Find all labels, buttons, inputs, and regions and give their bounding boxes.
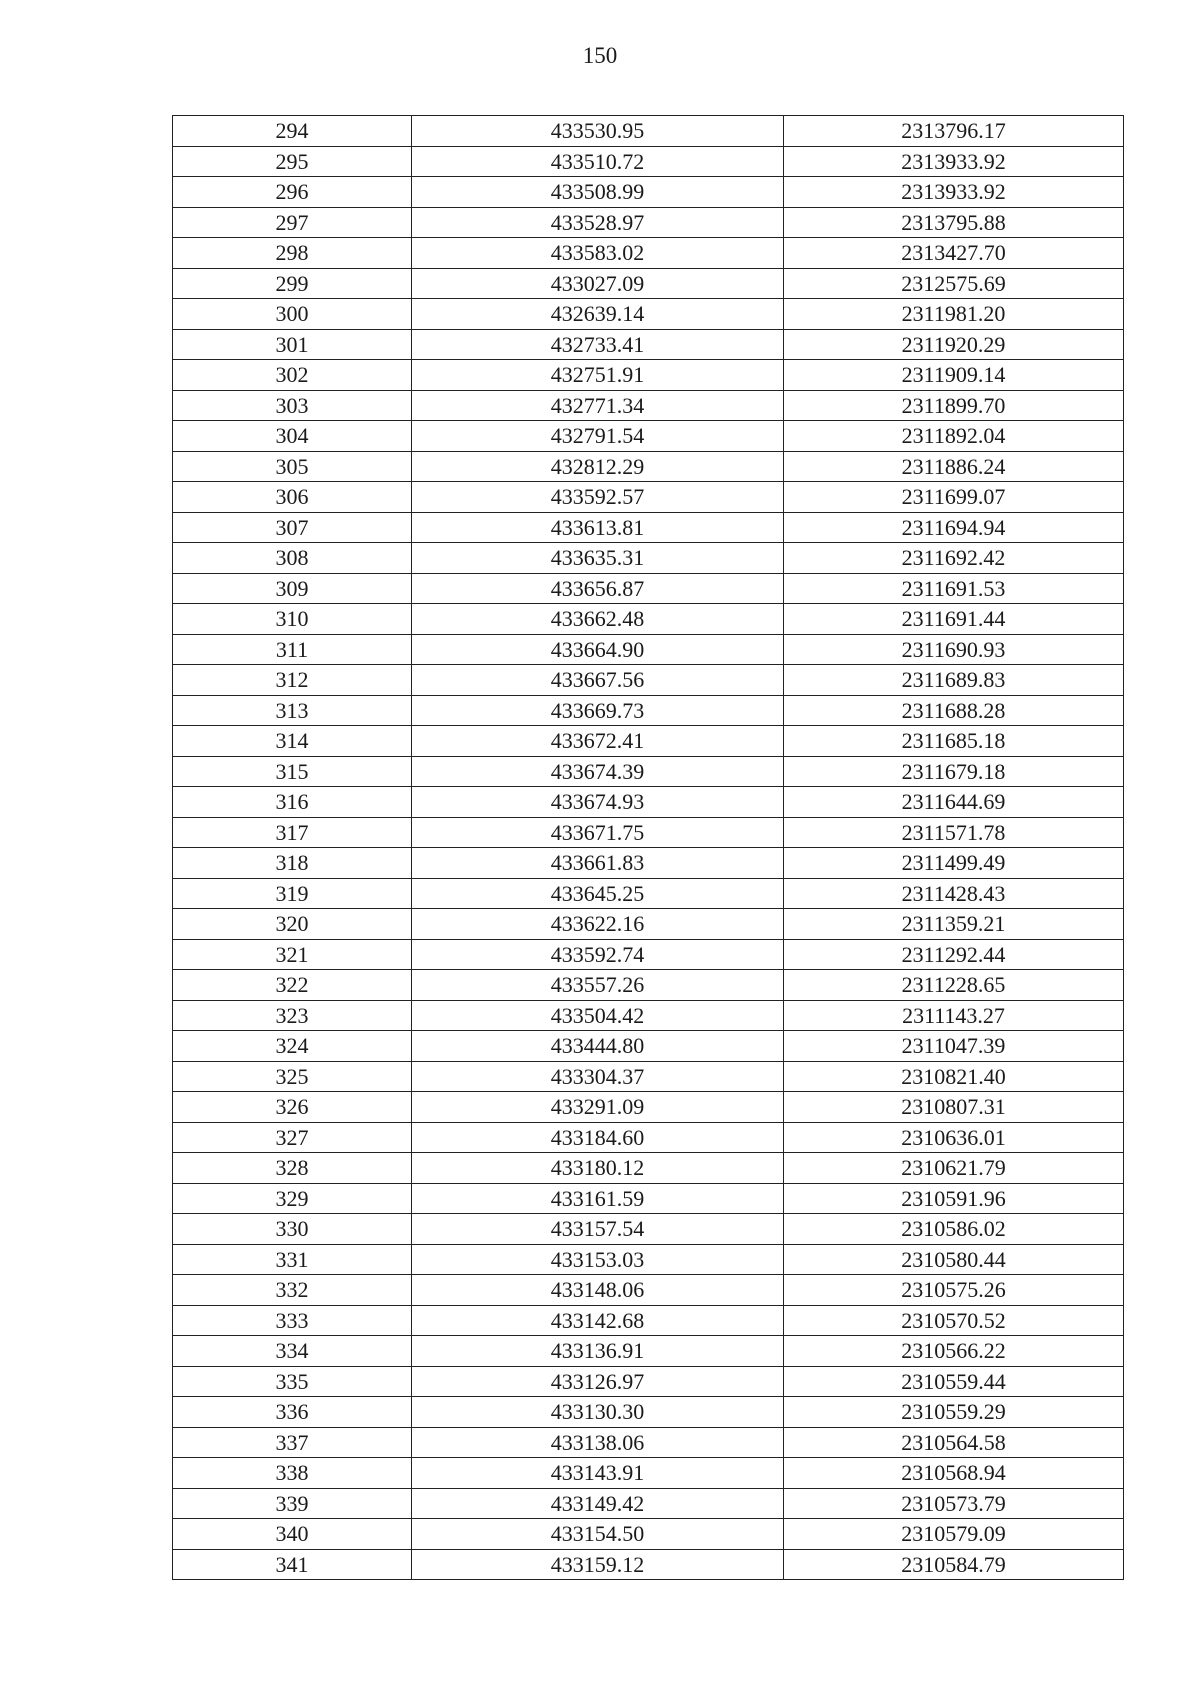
- point-number-cell: 322: [173, 970, 412, 1001]
- y-coordinate-cell: 2311920.29: [784, 329, 1124, 360]
- point-number-cell: 329: [173, 1183, 412, 1214]
- point-number-cell: 314: [173, 726, 412, 757]
- y-coordinate-cell: 2311571.78: [784, 817, 1124, 848]
- y-coordinate-cell: 2311892.04: [784, 421, 1124, 452]
- y-coordinate-cell: 2311909.14: [784, 360, 1124, 391]
- table-row: [173, 878, 1124, 909]
- table-row: [173, 1366, 1124, 1397]
- table-row: [173, 1183, 1124, 1214]
- x-coordinate-cell: 433645.25: [412, 878, 784, 909]
- table-row: [173, 1214, 1124, 1245]
- x-coordinate-cell: 433530.95: [412, 116, 784, 147]
- x-coordinate-cell: 433184.60: [412, 1122, 784, 1153]
- table-row: [173, 939, 1124, 970]
- y-coordinate-cell: 2311228.65: [784, 970, 1124, 1001]
- y-coordinate-cell: 2310821.40: [784, 1061, 1124, 1092]
- x-coordinate-cell: 432771.34: [412, 390, 784, 421]
- table-row: [173, 756, 1124, 787]
- x-coordinate-cell: 433656.87: [412, 573, 784, 604]
- table-row: [173, 787, 1124, 818]
- table-row: [173, 1000, 1124, 1031]
- point-number-cell: 297: [173, 207, 412, 238]
- x-coordinate-cell: 433508.99: [412, 177, 784, 208]
- x-coordinate-cell: 433583.02: [412, 238, 784, 269]
- table-row: [173, 1488, 1124, 1519]
- x-coordinate-cell: 433142.68: [412, 1305, 784, 1336]
- x-coordinate-cell: 433180.12: [412, 1153, 784, 1184]
- y-coordinate-cell: 2310580.44: [784, 1244, 1124, 1275]
- y-coordinate-cell: 2311047.39: [784, 1031, 1124, 1062]
- y-coordinate-cell: 2311499.49: [784, 848, 1124, 879]
- point-number-cell: 323: [173, 1000, 412, 1031]
- y-coordinate-cell: 2313795.88: [784, 207, 1124, 238]
- point-number-cell: 316: [173, 787, 412, 818]
- table-row: [173, 360, 1124, 391]
- x-coordinate-cell: 433664.90: [412, 634, 784, 665]
- table-row: [173, 909, 1124, 940]
- table-row: [173, 1275, 1124, 1306]
- table-row: [173, 1549, 1124, 1580]
- y-coordinate-cell: 2311694.94: [784, 512, 1124, 543]
- coordinates-table: [172, 115, 1124, 1580]
- point-number-cell: 318: [173, 848, 412, 879]
- point-number-cell: 336: [173, 1397, 412, 1428]
- x-coordinate-cell: 433592.74: [412, 939, 784, 970]
- table-row: [173, 1305, 1124, 1336]
- point-number-cell: 295: [173, 146, 412, 177]
- point-number-cell: 301: [173, 329, 412, 360]
- x-coordinate-cell: 433669.73: [412, 695, 784, 726]
- table-body: [173, 116, 1124, 1580]
- table-row: [173, 146, 1124, 177]
- point-number-cell: 321: [173, 939, 412, 970]
- table-row: [173, 268, 1124, 299]
- y-coordinate-cell: 2311692.42: [784, 543, 1124, 574]
- y-coordinate-cell: 2311428.43: [784, 878, 1124, 909]
- x-coordinate-cell: 433143.91: [412, 1458, 784, 1489]
- y-coordinate-cell: 2310591.96: [784, 1183, 1124, 1214]
- y-coordinate-cell: 2311688.28: [784, 695, 1124, 726]
- x-coordinate-cell: 433674.93: [412, 787, 784, 818]
- y-coordinate-cell: 2311292.44: [784, 939, 1124, 970]
- table-row: [173, 299, 1124, 330]
- table-row: [173, 970, 1124, 1001]
- point-number-cell: 326: [173, 1092, 412, 1123]
- point-number-cell: 305: [173, 451, 412, 482]
- y-coordinate-cell: 2310559.29: [784, 1397, 1124, 1428]
- y-coordinate-cell: 2311691.44: [784, 604, 1124, 635]
- y-coordinate-cell: 2310636.01: [784, 1122, 1124, 1153]
- table-row: [173, 634, 1124, 665]
- table-row: [173, 207, 1124, 238]
- x-coordinate-cell: 433444.80: [412, 1031, 784, 1062]
- point-number-cell: 303: [173, 390, 412, 421]
- point-number-cell: 341: [173, 1549, 412, 1580]
- x-coordinate-cell: 432733.41: [412, 329, 784, 360]
- point-number-cell: 309: [173, 573, 412, 604]
- y-coordinate-cell: 2311679.18: [784, 756, 1124, 787]
- table-row: [173, 1031, 1124, 1062]
- y-coordinate-cell: 2311143.27: [784, 1000, 1124, 1031]
- point-number-cell: 294: [173, 116, 412, 147]
- table-row: [173, 573, 1124, 604]
- y-coordinate-cell: 2310568.94: [784, 1458, 1124, 1489]
- x-coordinate-cell: 433153.03: [412, 1244, 784, 1275]
- point-number-cell: 299: [173, 268, 412, 299]
- point-number-cell: 330: [173, 1214, 412, 1245]
- point-number-cell: 298: [173, 238, 412, 269]
- y-coordinate-cell: 2311690.93: [784, 634, 1124, 665]
- page-number: 150: [582, 43, 618, 68]
- point-number-cell: 332: [173, 1275, 412, 1306]
- table-row: [173, 177, 1124, 208]
- x-coordinate-cell: 433304.37: [412, 1061, 784, 1092]
- point-number-cell: 307: [173, 512, 412, 543]
- point-number-cell: 310: [173, 604, 412, 635]
- table-row: [173, 116, 1124, 147]
- point-number-cell: 320: [173, 909, 412, 940]
- table-row: [173, 421, 1124, 452]
- point-number-cell: 312: [173, 665, 412, 696]
- x-coordinate-cell: 433662.48: [412, 604, 784, 635]
- y-coordinate-cell: 2310559.44: [784, 1366, 1124, 1397]
- point-number-cell: 302: [173, 360, 412, 391]
- y-coordinate-cell: 2310575.26: [784, 1275, 1124, 1306]
- y-coordinate-cell: 2310621.79: [784, 1153, 1124, 1184]
- table-row: [173, 1458, 1124, 1489]
- x-coordinate-cell: 433027.09: [412, 268, 784, 299]
- y-coordinate-cell: 2310807.31: [784, 1092, 1124, 1123]
- table-row: [173, 1427, 1124, 1458]
- x-coordinate-cell: 433661.83: [412, 848, 784, 879]
- x-coordinate-cell: 433635.31: [412, 543, 784, 574]
- y-coordinate-cell: 2313427.70: [784, 238, 1124, 269]
- table-row: [173, 451, 1124, 482]
- x-coordinate-cell: 433613.81: [412, 512, 784, 543]
- point-number-cell: 315: [173, 756, 412, 787]
- y-coordinate-cell: 2313933.92: [784, 177, 1124, 208]
- x-coordinate-cell: 433161.59: [412, 1183, 784, 1214]
- point-number-cell: 304: [173, 421, 412, 452]
- table-row: [173, 1244, 1124, 1275]
- table-row: [173, 695, 1124, 726]
- point-number-cell: 325: [173, 1061, 412, 1092]
- y-coordinate-cell: 2310584.79: [784, 1549, 1124, 1580]
- point-number-cell: 313: [173, 695, 412, 726]
- table-row: [173, 390, 1124, 421]
- x-coordinate-cell: 433667.56: [412, 665, 784, 696]
- point-number-cell: 337: [173, 1427, 412, 1458]
- x-coordinate-cell: 433159.12: [412, 1549, 784, 1580]
- table-row: [173, 238, 1124, 269]
- x-coordinate-cell: 433622.16: [412, 909, 784, 940]
- table-row: [173, 329, 1124, 360]
- y-coordinate-cell: 2310579.09: [784, 1519, 1124, 1550]
- point-number-cell: 306: [173, 482, 412, 513]
- point-number-cell: 328: [173, 1153, 412, 1184]
- x-coordinate-cell: 433510.72: [412, 146, 784, 177]
- x-coordinate-cell: 433674.39: [412, 756, 784, 787]
- table-row: [173, 512, 1124, 543]
- point-number-cell: 308: [173, 543, 412, 574]
- x-coordinate-cell: 432791.54: [412, 421, 784, 452]
- table-row: [173, 1519, 1124, 1550]
- y-coordinate-cell: 2310573.79: [784, 1488, 1124, 1519]
- table-row: [173, 848, 1124, 879]
- y-coordinate-cell: 2311886.24: [784, 451, 1124, 482]
- x-coordinate-cell: 433126.97: [412, 1366, 784, 1397]
- y-coordinate-cell: 2311359.21: [784, 909, 1124, 940]
- x-coordinate-cell: 433148.06: [412, 1275, 784, 1306]
- x-coordinate-cell: 433528.97: [412, 207, 784, 238]
- y-coordinate-cell: 2311899.70: [784, 390, 1124, 421]
- point-number-cell: 340: [173, 1519, 412, 1550]
- point-number-cell: 296: [173, 177, 412, 208]
- x-coordinate-cell: 433291.09: [412, 1092, 784, 1123]
- x-coordinate-cell: 433157.54: [412, 1214, 784, 1245]
- x-coordinate-cell: 433671.75: [412, 817, 784, 848]
- table-row: [173, 1061, 1124, 1092]
- x-coordinate-cell: 433557.26: [412, 970, 784, 1001]
- point-number-cell: 311: [173, 634, 412, 665]
- x-coordinate-cell: 433672.41: [412, 726, 784, 757]
- point-number-cell: 338: [173, 1458, 412, 1489]
- y-coordinate-cell: 2311644.69: [784, 787, 1124, 818]
- table-row: [173, 817, 1124, 848]
- point-number-cell: 327: [173, 1122, 412, 1153]
- point-number-cell: 339: [173, 1488, 412, 1519]
- table-row: [173, 604, 1124, 635]
- y-coordinate-cell: 2313933.92: [784, 146, 1124, 177]
- x-coordinate-cell: 433154.50: [412, 1519, 784, 1550]
- y-coordinate-cell: 2310570.52: [784, 1305, 1124, 1336]
- y-coordinate-cell: 2311691.53: [784, 573, 1124, 604]
- point-number-cell: 334: [173, 1336, 412, 1367]
- y-coordinate-cell: 2312575.69: [784, 268, 1124, 299]
- y-coordinate-cell: 2310566.22: [784, 1336, 1124, 1367]
- point-number-cell: 333: [173, 1305, 412, 1336]
- y-coordinate-cell: 2311699.07: [784, 482, 1124, 513]
- table-row: [173, 1092, 1124, 1123]
- point-number-cell: 300: [173, 299, 412, 330]
- table-row: [173, 1397, 1124, 1428]
- table-row: [173, 1122, 1124, 1153]
- y-coordinate-cell: 2310586.02: [784, 1214, 1124, 1245]
- x-coordinate-cell: 433592.57: [412, 482, 784, 513]
- table-row: [173, 1153, 1124, 1184]
- table-row: [173, 543, 1124, 574]
- y-coordinate-cell: 2310564.58: [784, 1427, 1124, 1458]
- point-number-cell: 331: [173, 1244, 412, 1275]
- x-coordinate-cell: 432639.14: [412, 299, 784, 330]
- point-number-cell: 317: [173, 817, 412, 848]
- x-coordinate-cell: 433149.42: [412, 1488, 784, 1519]
- y-coordinate-cell: 2311685.18: [784, 726, 1124, 757]
- x-coordinate-cell: 433138.06: [412, 1427, 784, 1458]
- y-coordinate-cell: 2311981.20: [784, 299, 1124, 330]
- x-coordinate-cell: 433136.91: [412, 1336, 784, 1367]
- table-row: [173, 482, 1124, 513]
- x-coordinate-cell: 433504.42: [412, 1000, 784, 1031]
- y-coordinate-cell: 2311689.83: [784, 665, 1124, 696]
- point-number-cell: 319: [173, 878, 412, 909]
- x-coordinate-cell: 432812.29: [412, 451, 784, 482]
- table-row: [173, 726, 1124, 757]
- point-number-cell: 335: [173, 1366, 412, 1397]
- x-coordinate-cell: 432751.91: [412, 360, 784, 391]
- point-number-cell: 324: [173, 1031, 412, 1062]
- x-coordinate-cell: 433130.30: [412, 1397, 784, 1428]
- y-coordinate-cell: 2313796.17: [784, 116, 1124, 147]
- table-row: [173, 1336, 1124, 1367]
- table-row: [173, 665, 1124, 696]
